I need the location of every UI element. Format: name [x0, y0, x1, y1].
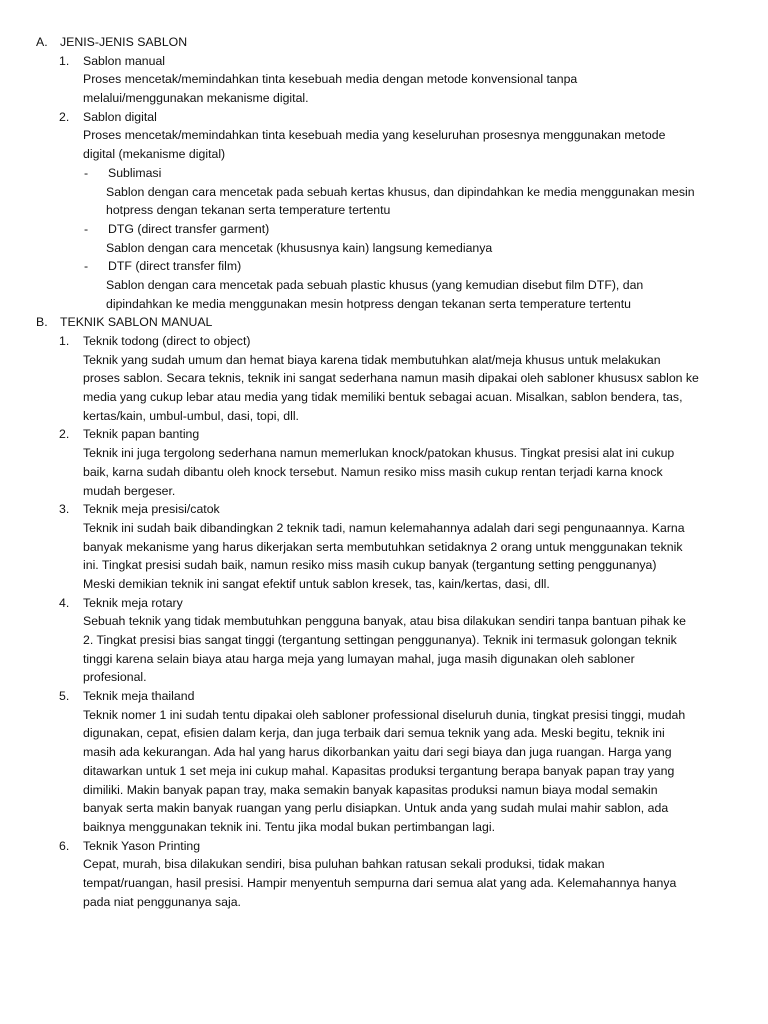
list-item-marker: 6.: [59, 838, 70, 853]
paragraph-line: proses sablon. Secara teknis, teknik ini sangat sederhana namun masih dipakai oleh sabloner khususx sablon ke: [83, 371, 699, 386]
paragraph-line: baiknya menggunakan teknik ini. Tentu jika modal bukan pertimbangan lagi.: [83, 819, 495, 834]
paragraph-line: 2. Tingkat presisi bias sangat tinggi (tergantung settingan penggunanya). Teknik ini termasuk golongan teknik: [83, 633, 677, 647]
paragraph-line: Sablon dengan cara mencetak pada sebuah plastic khusus (yang kemudian disebut film DTF), dan: [106, 277, 644, 292]
paragraph-line: Sablon dengan cara mencetak pada sebuah kertas khusus, dan dipindahkan ke media menggunakan mesin: [106, 184, 695, 199]
list-item-marker: 2.: [59, 427, 70, 442]
document-body: [36, 33, 736, 911]
paragraph-line: Cepat, murah, bisa dilakukan sendiri, bisa puluhan bahkan ratusan sekali produksi, tidak makan: [83, 857, 605, 872]
list-item-marker: 2.: [59, 109, 70, 124]
list-item-title: Sablon manual: [83, 53, 166, 68]
paragraph-line: baik, karna sudah dibantu oleh knock tersebut. Namun resiko miss masih cukup rentan terjadi karna knock: [83, 464, 663, 479]
list-item-heading: [36, 332, 736, 351]
paragraph-line: tinggi karena selain biaya atau harga meja yang lumayan mahal, juga masih digunakan oleh sabloner: [83, 651, 635, 666]
paragraph-line: Teknik ini juga tergolong sederhana namun memerlukan knock/patokan khusus. Tingkat presisi alat ini cukup: [83, 446, 675, 461]
paragraph-line: Sebuah teknik yang tidak membutuhkan pengguna banyak, atau bisa dilakukan sendiri tanpa bantuan pihak ke: [83, 614, 686, 629]
paragraph-line: Sablon dengan cara mencetak (khususnya kain) langsung kemedianya: [106, 240, 493, 255]
list-item-title: Teknik meja rotary: [83, 595, 183, 610]
list-item-heading: [36, 52, 736, 71]
sub-item-title: Sublimasi: [108, 165, 162, 180]
paragraph-line: banyak mekanisme yang harus dikerjakan serta membutuhkan setidaknya 2 orang untuk menggunakan teknik: [83, 539, 683, 554]
paragraph-line: digital (mekanisme digital): [83, 147, 226, 162]
sub-item-heading: [36, 257, 736, 276]
list-item-title: Teknik Yason Printing: [83, 838, 201, 853]
paragraph-line: dipindahkan ke media menggunakan mesin hotpress dengan tekanan serta temperature tertentu: [106, 296, 632, 311]
list-item-heading: [36, 425, 736, 444]
sub-item-heading: [36, 164, 736, 183]
list-item-marker: 1.: [59, 53, 70, 68]
list-item-heading: [36, 500, 736, 519]
paragraph-line: ditawarkan untuk 1 set meja ini cukup mahal. Kapasitas produksi tergantung berapa banyak papan tray yang: [83, 763, 675, 778]
paragraph-line: profesional.: [83, 670, 147, 685]
paragraph-line: hotpress dengan tekanan serta temperature tertentu: [106, 203, 391, 218]
paragraph-line: Teknik yang sudah umum dan hemat biaya karena tidak membutuhkan alat/meja khusus untuk melakukan: [83, 352, 661, 367]
list-item-marker: 1.: [59, 334, 70, 348]
section-heading: [36, 33, 736, 52]
paragraph-line: ini. Tingkat presisi sudah baik, namun resiko miss masih cukup banyak (tergantung setting penggunanya): [83, 558, 657, 573]
paragraph-line: digunakan, cepat, efisien dalam kerja, dan juga terbaik dari semua teknik yang ada. Meski begitu, teknik ini: [83, 726, 665, 741]
paragraph-line: Teknik nomer 1 ini sudah tentu dipakai oleh sabloner professional diseluruh dunia, tingkat presisi tinggi, mudah: [83, 707, 686, 722]
section-marker: A.: [36, 35, 48, 49]
section-heading: [36, 313, 736, 332]
paragraph-line: dimiliki. Makin banyak papan tray, maka semakin banyak kapasitas produksi namun biaya modal semakin: [83, 782, 658, 797]
sub-item-marker: -: [84, 165, 89, 180]
sub-item-heading: [36, 220, 736, 239]
list-item-heading: [36, 108, 736, 127]
paragraph-line: kertas/kain, umbul-umbul, dasi, topi, dll.: [83, 408, 299, 423]
list-item-title: Sablon digital: [83, 109, 157, 124]
list-item-heading: [36, 837, 736, 856]
sub-item-marker: -: [84, 259, 89, 274]
list-item-marker: 5.: [59, 689, 70, 704]
paragraph-line: melalui/menggunakan mekanisme digital.: [83, 91, 309, 106]
sub-item-title: DTF (direct transfer film): [108, 259, 242, 274]
paragraph-line: Proses mencetak/memindahkan tinta kesebuah media dengan metode konvensional tanpa: [83, 72, 578, 87]
section-marker: B.: [36, 315, 48, 330]
list-item-title: Teknik meja presisi/catok: [83, 502, 220, 517]
paragraph-line: banyak serta makin banyak ruangan yang perlu disiapkan. Untuk anda yang sudah mulai mahir sablon, ada: [83, 801, 669, 816]
list-item-title: Teknik todong (direct to object): [83, 334, 251, 348]
sub-item-title: DTG (direct transfer garment): [108, 221, 270, 236]
paragraph-line: tempat/ruangan, hasil presisi. Hampir menyentuh sempurna dari semua alat yang ada. Kelemahannya hanya: [83, 875, 677, 890]
paragraph-line: masih ada kekurangan. Ada hal yang harus dikorbankan yaitu dari segi biaya dan juga ruangan. Harga yang: [83, 745, 672, 760]
list-item-marker: 3.: [59, 502, 70, 517]
paragraph-line: Meski demikian teknik ini sangat efektif untuk sablon kresek, tas, kain/kertas, dasi, dll.: [83, 576, 550, 591]
paragraph-line: Proses mencetak/memindahkan tinta kesebuah media yang keseluruhan prosesnya menggunakan metode: [83, 128, 666, 143]
sub-item-marker: -: [84, 221, 89, 236]
list-item-heading: [36, 594, 736, 613]
section-title: TEKNIK SABLON MANUAL: [60, 315, 213, 330]
list-item-heading: [36, 687, 736, 706]
list-item-title: Teknik meja thailand: [83, 689, 195, 704]
paragraph-line: media yang cukup lebar atau media yang tidak memiliki bentuk sebagai acuan. Misalkan, sablon bendera, tas,: [83, 390, 683, 405]
list-item-marker: 4.: [59, 595, 70, 610]
paragraph-line: Teknik ini sudah baik dibandingkan 2 teknik tadi, namun kelemahannya adalah dari segi pengunaannya. Karna: [83, 520, 685, 535]
paragraph-line: pada niat penggunanya saja.: [83, 894, 241, 909]
list-item-title: Teknik papan banting: [83, 427, 200, 442]
section-title: JENIS-JENIS SABLON: [60, 35, 188, 49]
paragraph-line: mudah bergeser.: [83, 483, 176, 498]
